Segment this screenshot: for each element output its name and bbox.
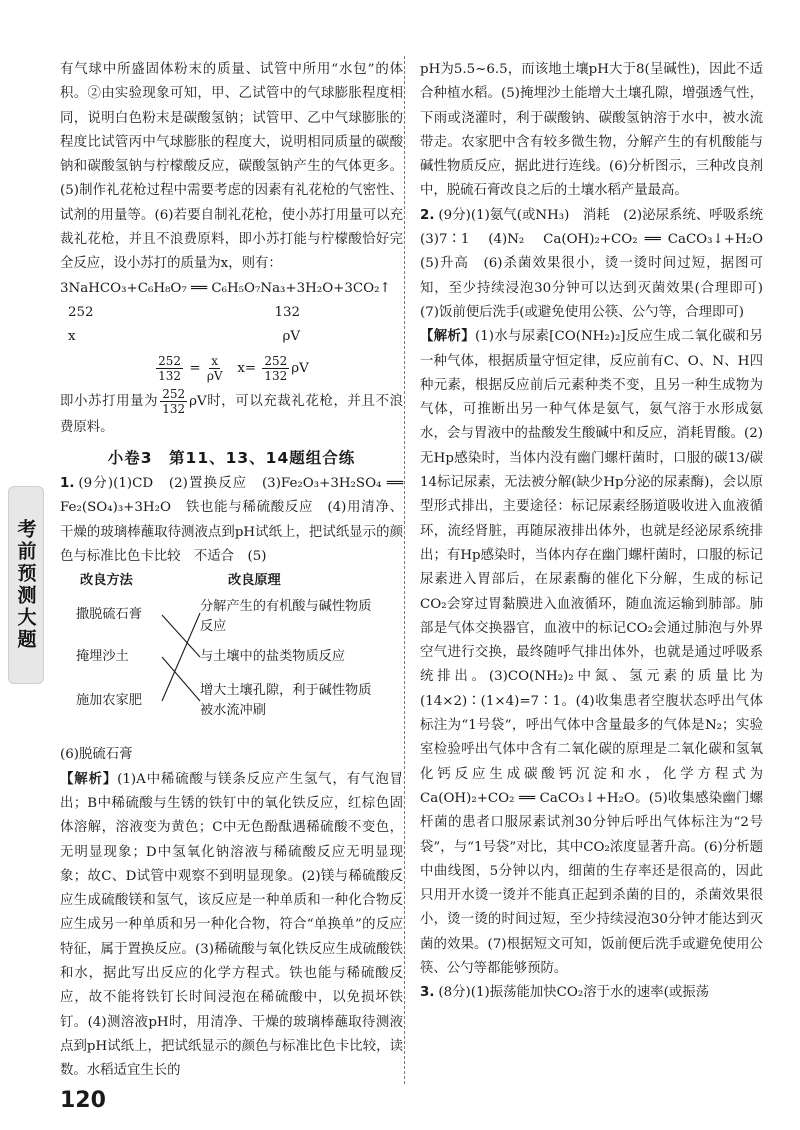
principle-3a: 增大土壤孔隙，利于碱性物质 — [200, 683, 372, 699]
left-column — [60, 58, 403, 1084]
question-1-number: 1. — [60, 476, 75, 492]
match-line-2 — [162, 657, 200, 701]
matching-lines — [160, 601, 204, 725]
section-title: 小卷3 第11、13、14题组合练 — [107, 448, 356, 467]
left-paragraph-2: 即小苏打用量为 $\frac{252}{132}$ ρV时，可以充裁礼花枪，并且不浪费原料。 — [60, 386, 403, 435]
analysis-label: 【解析】 — [60, 771, 118, 787]
right-column — [420, 58, 777, 1006]
fraction-3: $\frac{252}{132}$ — [264, 353, 288, 383]
method-3: 施加农家肥 — [76, 693, 142, 709]
fraction-1: $\frac{252}{132}$ — [158, 353, 182, 383]
question-3-answer: 3. (8分)(1)振荡能加快CO₂溶于水的速率(或振荡 — [420, 985, 710, 1001]
ratio-left-2: x — [68, 329, 76, 345]
page-number: 120 — [60, 1088, 106, 1113]
question-1-part-6: (6)脱硫石膏 — [60, 747, 133, 763]
improvement-matching-table — [60, 571, 403, 739]
principle-2: 与土壤中的盐类物质反应 — [200, 649, 346, 665]
question-2-number: 2. — [420, 207, 435, 223]
right-paragraph-1: pH为5.5~6.5，而该地土壤pH大于8(呈碱性)，因此不适合种植水稻。(5)掩埋沙土能增大土壤孔隙，增强透气性，下雨或浇灌时，利于碳酸钠、碳酸氢钠溶于水中，被水流带走。农家肥中含有较多微生物，分解产生的有机酸能与碱性物质反应，据此进行连线。(6)分析图示，三种改良剂中，脱硫石膏改良之后的土壤水稻产量最高。 — [420, 62, 763, 199]
table-header-principle: 改良原理 — [228, 573, 281, 589]
inline-fraction: $\frac{252}{132}$ — [162, 386, 186, 416]
question-2-answer: 2. (9分)(1)氨气(或NH₃) 消耗 (2)泌尿系统、呼吸系统 (3)7∶1 (4)N₂ Ca(OH)₂+CO₂ ══ CaCO₃↓+H₂O (5)升高 (6)杀菌效果很小，烫一烫时间过短，据图可知，至少持续浸泡30分钟可以达到灭菌效果(合理即可) (7)饭前便后洗手(或避免使用公筷、公勺等，合理即可) — [420, 207, 777, 320]
equation-1: 3NaHCO₃+C₆H₈O₇ ══ C₆H₅O₇Na₃+3H₂O+3CO₂↑ — [60, 280, 391, 296]
ratio-left-1: 252 — [68, 304, 94, 320]
ratio-right-1: 132 — [274, 304, 300, 320]
fraction-solution — [60, 350, 403, 387]
question-1-analysis: 【解析】(1)A中稀硫酸与镁条反应产生氢气，有气泡冒出；B中稀硫酸与生锈的铁钉中的氧化铁反应，红棕色固体溶解，溶液变为黄色；C中无色酚酞遇稀硫酸不变色，无明显现象；D中氢氧化钠溶液与稀硫酸反应无明显现象；故C、D试管中观察不到明显现象。(2)镁与稀硫酸反应生成硫酸镁和氢气，该反应是一种单质和一种化合物反应生成另一种单质和另一种化合物，符合“单换单”的反应特征，属于置换反应。(3)稀硫酸与氧化铁反应生成硫酸铁和水，据此写出反应的化学方程式。铁也能与稀硫酸反应，故不能将铁钉长时间浸泡在稀硫酸中，以免损坏铁钉。(4)测溶液pH时，用清净、干燥的玻璃棒蘸取待测液点到pH试纸上，把试纸显示的颜色与标准比色卡比较，读数。水稻适宜生长的 — [60, 771, 403, 1079]
equation-ratio-row-1 — [60, 301, 360, 325]
fraction-equals: = — [189, 360, 201, 376]
ratio-right-2: ρV — [282, 329, 300, 345]
principle-3b: 被水流冲刷 — [200, 703, 266, 719]
principle-1b: 反应 — [200, 619, 227, 635]
left-paragraph-1: 有气球中所盛固体粉末的质量、试管中所用“水包”的体积。②由实验现象可知，甲、乙试管中的气球膨胀程度相同，说明白色粉末是碳酸氢钠；试管甲、乙中气球膨胀的程度比试管丙中气球膨胀的程度大，说明相同质量的碳酸钠和碳酸氢钠与柠檬酸反应，碳酸氢钠产生的气体更多。(5)制作礼花枪过程中需要考虑的因素有礼花枪的气密性、试剂的用量等。(6)若要自制礼花枪，使小苏打用量可以充裁礼花枪，并且不浪费原料，即小苏打能与柠檬酸恰好完全反应，设小苏打的质量为x，则有： — [60, 62, 403, 272]
match-line-1 — [162, 615, 200, 657]
question-3-number: 3. — [420, 985, 435, 1001]
side-tab — [8, 486, 44, 684]
equation-ratio-row-2 — [60, 325, 360, 349]
analysis-label-2: 【解析】 — [420, 329, 475, 345]
fraction-solution-label: x= — [237, 360, 257, 376]
column-divider — [404, 56, 405, 1084]
fraction-2: $\frac{x}{\rho V}$ — [206, 353, 223, 383]
table-header-method: 改良方法 — [80, 573, 133, 589]
method-2: 掩埋沙土 — [76, 649, 129, 665]
principle-1a: 分解产生的有机酸与碱性物质 — [200, 599, 372, 615]
fraction-3-tail: ρV — [291, 360, 309, 376]
side-tab-label: 考前预测大题 — [14, 519, 37, 651]
question-2-analysis: 【解析】(1)水与尿素[CO(NH₂)₂]反应生成二氧化碳和另一种气体，根据质量守恒定律，反应前有C、O、N、H四种元素，根据反应前后元素种类不变，且另一种生成物为气体，可推断出另一种气体是氨气，氨气溶于水形成氨水，会与胃液中的盐酸发生酸碱中和反应，消耗胃酸。(2)无Hp感染时，当体内没有幽门螺杆菌时，口服的碳13/碳14标记尿素，无法被分解(缺少Hp分泌的尿素酶)，会以原型形式排出，主要途径：标记尿素经肠道吸收进入血液循环，流经肾脏，再随尿液排出体外，也就是经泌尿系统排出；有Hp感染时，当体内存在幽门螺杆菌时，口服的标记尿素进入胃部后，在尿素酶的催化下分解，生成的标记CO₂会穿过胃黏膜进入血液循环，随血流运输到肺部。肺部是气体交换器官，血液中的标记CO₂会通过肺泡与外界空气进行交换，最终随呼气排出体外，也就是通过呼吸系统排出。(3)CO(NH₂)₂中氮、氢元素的质量比为(14×2)∶(1×4)=7∶1。(4)收集患者空腹状态呼出气体标注为“1号袋”，呼出气体中含量最多的气体是N₂；实验室检验呼出气体中含有二氧化碳的原理是二氧化碳和氢氧化钙反应生成碳酸钙沉淀和水，化学方程式为Ca(OH)₂+CO₂ ══ CaCO₃↓+H₂O。(5)收集感染幽门螺杆菌的患者口服尿素试剂30分钟后呼出气体标注为“2号袋”，与“1号袋”对比，其中CO₂浓度显著升高。(6)分析题中曲线图，5分钟以内，细菌的生存率还是很高的，因此只用开水烫一烫并不能真正起到杀菌的目的，杀菌效果很小，烫一烫的时间过短，至少持续浸泡30分钟才能达到灭菌的效果。(7)根据短文可知，饭前便后洗手或避免使用公筷、公勺等都能够预防。 — [420, 329, 763, 976]
method-1: 撒脱硫石膏 — [76, 607, 142, 623]
match-line-3 — [162, 613, 200, 701]
question-1-answer: 1. (9分)(1)CD (2)置换反应 (3)Fe₂O₃+3H₂SO₄ ══ Fe₂(SO₄)₃+3H₂O 铁也能与稀硫酸反应 (4)用清净、干燥的玻璃棒蘸取待测液点到pH试纸上，把试纸显示的颜色与标准比色卡比较 不适合 (5) — [60, 476, 403, 565]
